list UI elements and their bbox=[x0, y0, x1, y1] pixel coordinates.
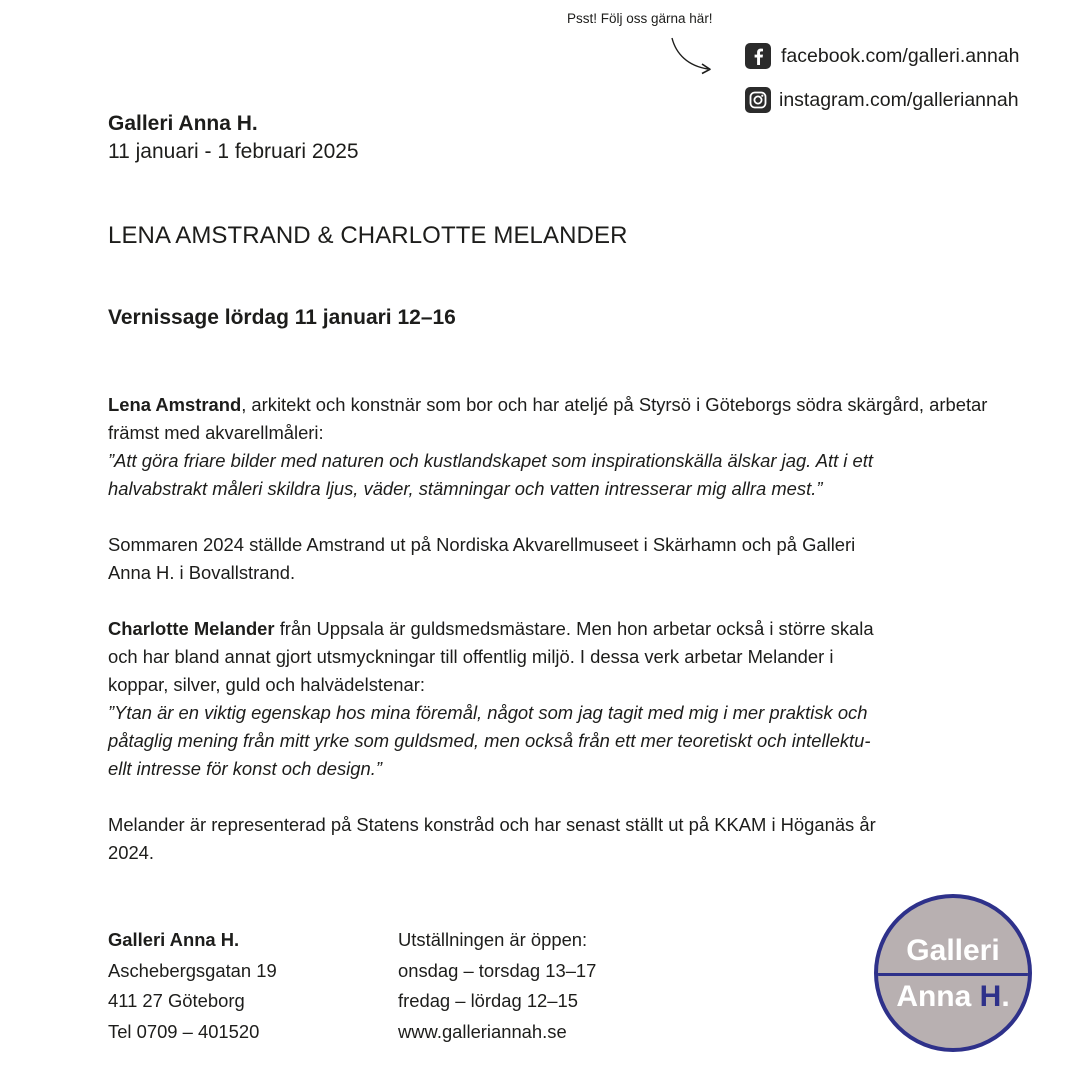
facebook-url[interactable]: facebook.com/galleri.annah bbox=[781, 44, 1020, 67]
exhibition-dates: 11 januari - 1 februari 2025 bbox=[108, 140, 359, 163]
logo-line-2: Anna H. bbox=[896, 980, 1010, 1013]
facebook-icon bbox=[745, 43, 771, 69]
artist-name: Charlotte Melander bbox=[108, 618, 275, 639]
paragraph-melander-line: koppar, silver, guld och halvädelstenar: bbox=[108, 674, 425, 695]
paragraph-melander: Charlotte Melander från Uppsala är guldsmedsmästare. Men hon arbetar också i större skala bbox=[108, 618, 874, 639]
paragraph-exhibitions-line: Sommaren 2024 ställde Amstrand ut på Nordiska Akvarellmuseet i Skärhamn och på Galleri bbox=[108, 534, 856, 555]
quote-melander-line: ”Ytan är en viktig egenskap hos mina föremål, något som jag tagit med mig i mer praktisk och bbox=[108, 702, 868, 723]
instagram-link[interactable] bbox=[745, 87, 1019, 113]
quote-melander-line: påtaglig mening från mitt yrke som guldsmed, men också från ett mer teoretiskt och intellektu- bbox=[108, 730, 871, 751]
gallery-logo bbox=[874, 894, 1032, 1052]
phone-number: Tel 0709 – 401520 bbox=[108, 1020, 260, 1042]
follow-prompt: Psst! Följ oss gärna här! bbox=[567, 11, 713, 26]
press-text bbox=[108, 391, 988, 867]
paragraph-amstrand: Lena Amstrand, arkitekt och konstnär som bor och har ateljé på Styrsö i Göteborgs södra skärgård, arbetar främst med akvarellmåleri: bbox=[108, 394, 988, 443]
quote-melander-line: ellt intresse för konst och design.” bbox=[108, 758, 382, 779]
footer-gallery-name: Galleri Anna H. bbox=[108, 929, 240, 950]
quote-amstrand-line: ”Att göra friare bilder med naturen och kustlandskapet som inspirationskälla älskar jag. Att i ett bbox=[108, 450, 873, 471]
vernissage-heading: Vernissage lördag 11 januari 12–16 bbox=[108, 306, 456, 329]
hours-weekend: fredag – lördag 12–15 bbox=[398, 990, 578, 1011]
artist-name: Lena Amstrand bbox=[108, 394, 242, 415]
gallery-title: Galleri Anna H. bbox=[108, 112, 258, 135]
hours-weekdays: onsdag – torsdag 13–17 bbox=[398, 959, 597, 981]
website-link[interactable]: www.galleriannah.se bbox=[398, 1020, 567, 1042]
instagram-icon bbox=[745, 87, 771, 113]
hours-title: Utställningen är öppen: bbox=[398, 929, 588, 950]
street-address: Aschebergsgatan 19 bbox=[108, 959, 277, 981]
paragraph-representation-line: Melander är representerad på Statens konstråd och har senast ställt ut på KKAM i Höganäs år bbox=[108, 814, 876, 835]
facebook-link[interactable] bbox=[745, 43, 1020, 69]
artists-heading: LENA AMSTRAND & CHARLOTTE MELANDER bbox=[108, 222, 628, 249]
paragraph-representation-line: 2024. bbox=[108, 842, 155, 863]
paragraph-exhibitions-line: Anna H. i Bovallstrand. bbox=[108, 562, 296, 583]
contact-address bbox=[108, 925, 277, 1047]
paragraph-melander-line: och har bland annat gjort utsmyckningar till offentlig miljö. I dessa verk arbetar Melander i bbox=[108, 646, 834, 667]
logo-line-1: Galleri bbox=[906, 934, 1000, 967]
instagram-url[interactable]: instagram.com/galleriannah bbox=[779, 88, 1019, 111]
opening-hours bbox=[398, 925, 596, 1047]
city-address: 411 27 Göteborg bbox=[108, 990, 245, 1011]
quote-amstrand-line: halvabstrakt måleri skildra ljus, väder, stämningar och vatten intresserar mig allra mest.” bbox=[108, 478, 823, 499]
logo-divider bbox=[878, 973, 1028, 976]
arrow-icon bbox=[668, 34, 716, 76]
